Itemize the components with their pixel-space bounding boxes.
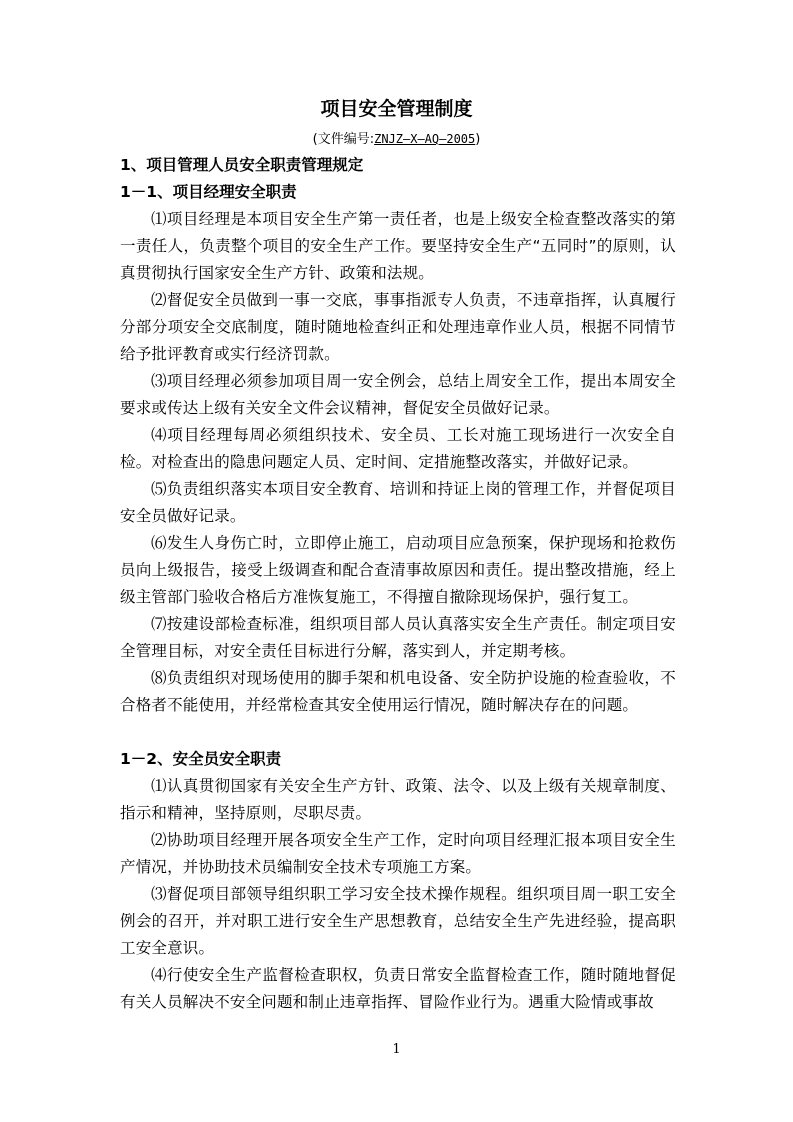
document-number <box>0 130 793 149</box>
paragraph: ⑺按建设部检查标准，组织项目部人员认真落实安全生产责任。制定项目安全管理目标，对安全责任目标进行分解，落实到人，并定期考核。 <box>120 615 676 660</box>
paragraph: ⑵督促安全员做到一事一交底，事事指派专人负责，不违章指挥，认真履行分部分项安全交底制度，随时随地检查纠正和处理违章作业人员，根据不同情节给予批评教育或实行经济罚款。 <box>120 291 676 363</box>
document-title: 项目安全管理制度 <box>320 98 473 120</box>
paragraph: ⑸负责组织落实本项目安全教育、培训和持证上岗的管理工作，并督促项目安全员做好记录。 <box>120 480 676 525</box>
paragraph: ⑴项目经理是本项目安全生产第一责任者，也是上级安全检查整改落实的第一责任人，负责整个项目的安全生产工作。要坚持安全生产“五同时”的原则，认真贯彻执行国家安全生产方针、政策和法规。 <box>120 210 676 282</box>
section-heading: 1、项目管理人员安全职责管理规定 <box>120 156 364 174</box>
blank-line <box>120 719 676 746</box>
subsection-heading-project-manager: 1－1、项目经理安全职责 <box>120 183 297 201</box>
paragraph: ⑷行使安全生产监督检查职权，负责日常安全监督检查工作，随时随地督促有关人员解决不安全问题和制止违章指挥、冒险作业行为。遇重大险情或事故 <box>120 966 676 1011</box>
paragraph: ⑹发生人身伤亡时，立即停止施工，启动项目应急预案，保护现场和抢救伤员向上级报告，接受上级调查和配合查清事故原因和责任。提出整改措施，经上级主管部门验收合格后方准恢复施工，不得擅自撤除现场保护，强行复工。 <box>120 534 676 606</box>
paragraph: ⑶督促项目部领导组织职工学习安全技术操作规程。组织项目周一职工安全例会的召开，并对职工进行安全生产思想教育，总结安全生产先进经验，提高职工安全意识。 <box>120 885 676 957</box>
document-body <box>120 152 676 1016</box>
paragraph: ⑻负责组织对现场使用的脚手架和机电设备、安全防护设施的检查验收，不合格者不能使用，并经常检查其安全使用运行情况，随时解决存在的问题。 <box>120 669 676 714</box>
page-number: 1 <box>392 1042 401 1057</box>
paragraph: ⑷项目经理每周必须组织技术、安全员、工长对施工现场进行一次安全自检。对检查出的隐患问题定人员、定时间、定措施整改落实，并做好记录。 <box>120 426 676 471</box>
doc-number-prefix: (文件编号: <box>312 132 375 147</box>
paragraph: ⑶项目经理必须参加项目周一安全例会，总结上周安全工作，提出本周安全要求或传达上级有关安全文件会议精神，督促安全员做好记录。 <box>120 372 676 417</box>
doc-number-suffix: ) <box>475 132 481 147</box>
doc-number-code: ZNJZ—X—AQ—2005 <box>374 132 476 146</box>
subsection-heading-safety-officer: 1－2、安全员安全职责 <box>120 750 282 768</box>
paragraph: ⑴认真贯彻国家有关安全生产方针、政策、法令、以及上级有关规章制度、指示和精神，坚持原则，尽职尽责。 <box>120 777 676 822</box>
paragraph: ⑵协助项目经理开展各项安全生产工作，定时向项目经理汇报本项目安全生产情况，并协助技术员编制安全技术专项施工方案。 <box>120 831 676 876</box>
